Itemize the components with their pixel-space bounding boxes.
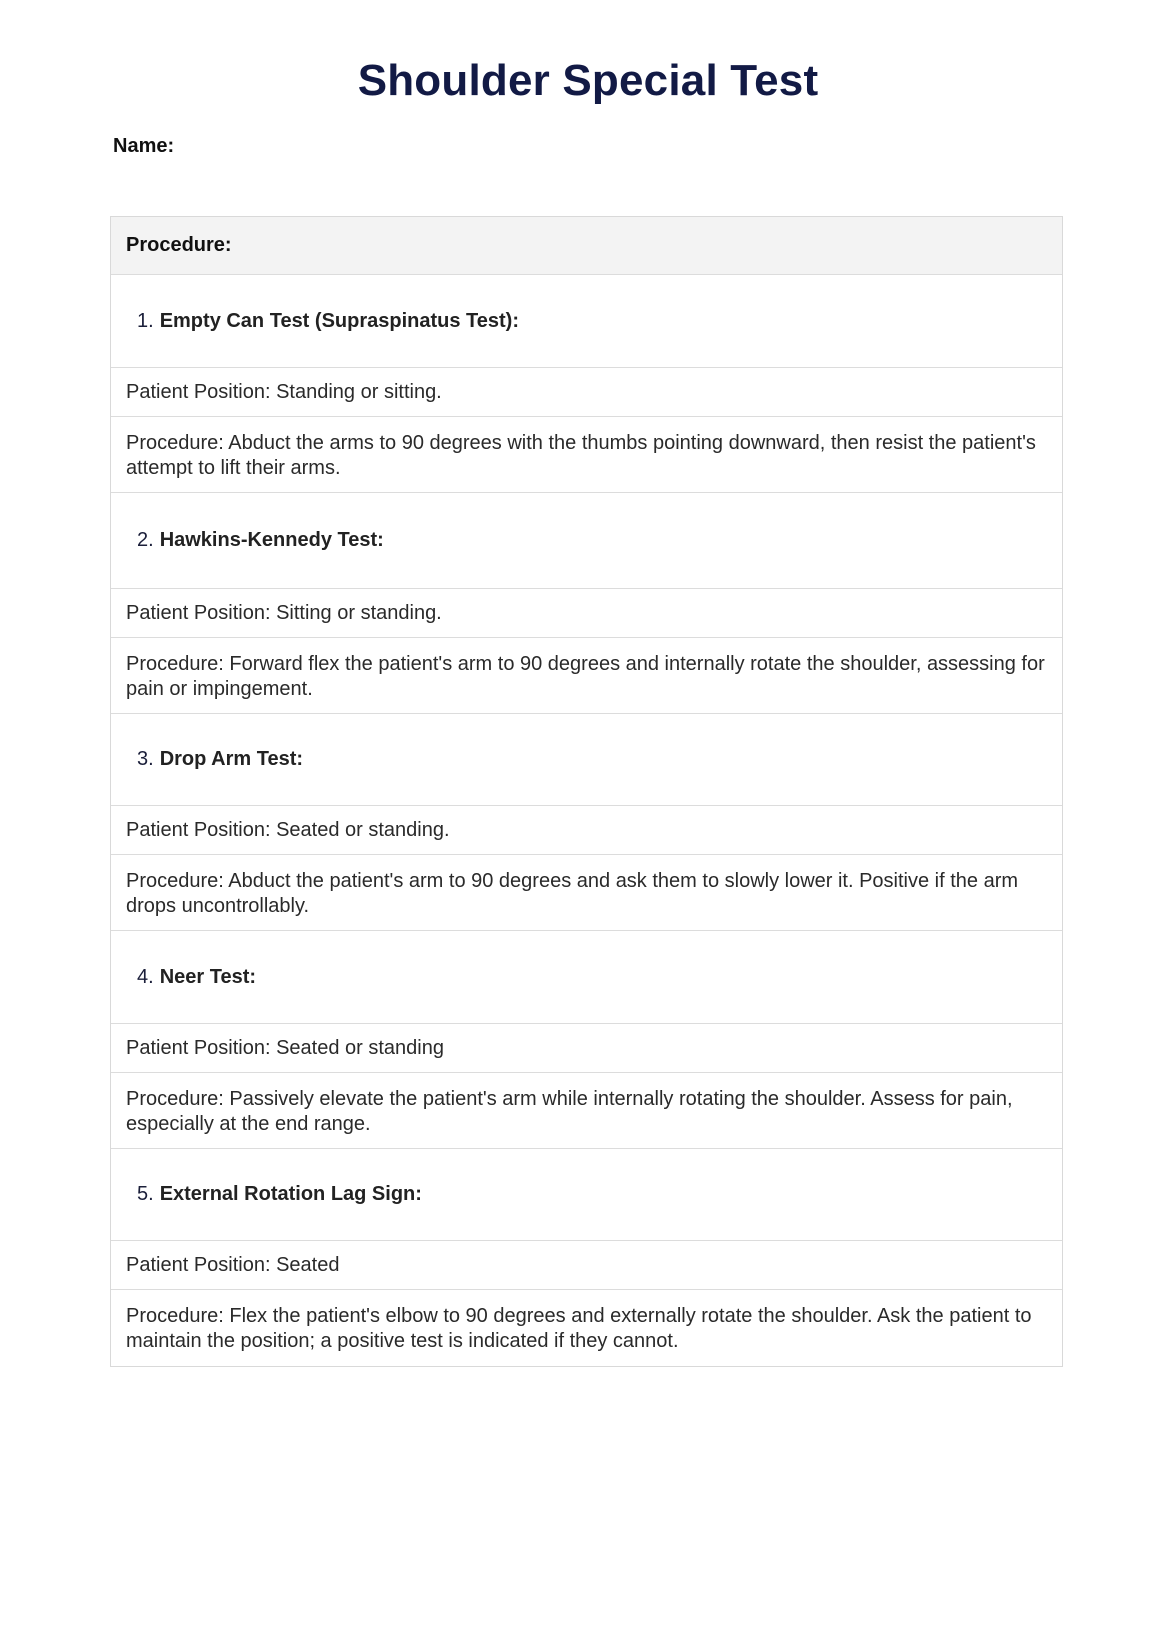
test-name: Empty Can Test (Supraspinatus Test): xyxy=(159,309,519,332)
name-field-label: Name: xyxy=(113,135,175,157)
test-title-row xyxy=(111,931,1062,1024)
test-title-row xyxy=(111,275,1062,368)
table-header: Procedure: xyxy=(111,217,1062,275)
procedure-row: Procedure: Flex the patient's elbow to 90 degrees and externally rotate the shoulder. Ask the patient to maintain the position; a positive test is indicated if they cannot. xyxy=(126,1305,1032,1352)
test-number: 1. xyxy=(137,309,154,332)
procedure-table xyxy=(110,216,1063,1367)
patient-position-row: Patient Position: Standing or sitting. xyxy=(111,368,1062,417)
patient-position-row: Patient Position: Seated or standing. xyxy=(111,806,1062,855)
test-name: Hawkins-Kennedy Test: xyxy=(159,529,384,551)
test-name: External Rotation Lag Sign: xyxy=(159,1183,422,1205)
test-name: Drop Arm Test: xyxy=(159,748,304,770)
test-number: 3. xyxy=(137,748,154,770)
procedure-row: Procedure: Passively elevate the patient's arm while internally rotating the shoulder. Assess for pain, especially at the end range. xyxy=(111,1073,1062,1149)
test-number: 4. xyxy=(137,965,154,988)
test-number: 2. xyxy=(137,529,154,551)
patient-position-row: Patient Position: Sitting or standing. xyxy=(111,589,1062,638)
procedure-row: Procedure: Abduct the patient's arm to 90 degrees and ask them to slowly lower it. Positive if the arm drops uncontrollably. xyxy=(111,855,1062,931)
procedure-row: Procedure: Forward flex the patient's arm to 90 degrees and internally rotate the shoulder, assessing for pain or impingement. xyxy=(111,638,1062,714)
page-title: Shoulder Special Test xyxy=(357,56,819,105)
patient-position-row: Patient Position: Seated xyxy=(111,1241,1062,1290)
test-title-row xyxy=(111,1149,1062,1241)
procedure-row: Procedure: Abduct the arms to 90 degrees with the thumbs pointing downward, then resist the patient's attempt to lift their arms. xyxy=(111,417,1062,493)
test-number: 5. xyxy=(137,1183,154,1205)
test-title-row xyxy=(111,493,1062,589)
test-title-row xyxy=(111,714,1062,806)
test-name: Neer Test: xyxy=(159,965,257,988)
patient-position-row: Patient Position: Seated or standing xyxy=(111,1024,1062,1073)
